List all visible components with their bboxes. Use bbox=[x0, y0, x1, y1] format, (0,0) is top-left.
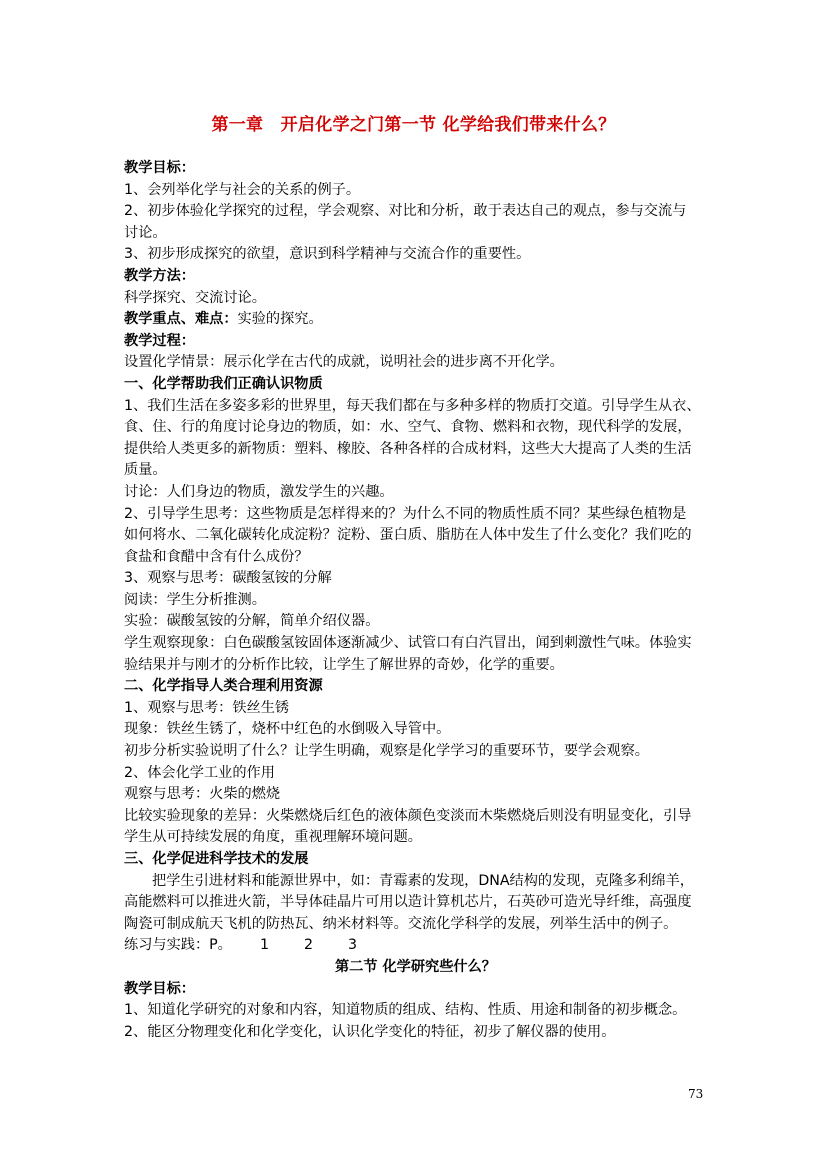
paragraph-line: 2、引导学生思考：这些物质是怎样得来的？为什么不同的物质性质不同？某些绿色植物是 bbox=[124, 505, 687, 522]
paragraph-line: 科学探究、交流讨论。 bbox=[124, 289, 266, 306]
practice-number: 1 bbox=[260, 937, 270, 954]
chapter-title: 第一章 开启化学之门第一节 化学给我们带来什么？ bbox=[211, 115, 616, 135]
paragraph-line: 提供给人类更多的新物质：塑料、橡胶、各种各样的合成材料，这些大大提高了人类的生活 bbox=[124, 440, 692, 457]
paragraph-line: 初步分析实验说明了什么？让学生明确，观察是化学学习的重要环节，要学会观察。 bbox=[124, 743, 649, 760]
paragraph-line: 讨论。 bbox=[124, 224, 167, 241]
paragraph-line: 1、会列举化学与社会的关系的例子。 bbox=[124, 181, 361, 198]
paragraph-line: 验结果并与刚才的分析作比较，让学生了解世界的奇妙，化学的重要。 bbox=[124, 656, 564, 673]
paragraph-line: 学生从可持续发展的角度，重视理解环境问题。 bbox=[124, 829, 422, 846]
practice-line bbox=[124, 935, 707, 957]
key-points-text: 实验的探究。 bbox=[237, 311, 323, 328]
paragraph-line: 比较实验现象的差异：火柴燃烧后红色的液体颜色变淡而木柴燃烧后则没有明显变化，引导 bbox=[124, 807, 692, 824]
paragraph-line: 高能燃料可以推进火箭，半导体硅晶片可用以造计算机芯片，石英砂可造光导纤维，高强度 bbox=[124, 894, 692, 911]
paragraph-line: 2、能区分物理变化和化学变化，认识化学变化的特征，初步了解仪器的使用。 bbox=[124, 1023, 616, 1040]
paragraph-line: 设置化学情景：展示化学在古代的成就，说明社会的进步离不开化学。 bbox=[124, 354, 564, 371]
section-heading-1: 一、化学帮助我们正确认识物质 bbox=[124, 375, 323, 392]
paragraph-line: 如何将水、二氧化碳转化成淀粉？淀粉、蛋白质、脂肪在人体中发生了什么变化？我们吃的 bbox=[124, 527, 692, 544]
paragraph-line: 陶瓷可制成航天飞机的防热瓦、纳米材料等。交流化学科学的发展，列举生活中的例子。 bbox=[124, 915, 678, 932]
paragraph-line: 3、观察与思考：碳酸氢铵的分解 bbox=[124, 570, 332, 587]
paragraph-line: 2、体会化学工业的作用 bbox=[124, 764, 275, 781]
paragraph-line: 现象：铁丝生锈了，烧杯中红色的水倒吸入导管中。 bbox=[124, 721, 451, 738]
paragraph-line: 食、住、行的角度讨论身边的物质，如：水、空气、食物、燃料和衣物，现代科学的发展， bbox=[124, 419, 692, 436]
section-title-2: 第二节 化学研究些什么？ bbox=[334, 958, 496, 975]
paragraph-line: 3、初步形成探究的欲望，意识到科学精神与交流合作的重要性。 bbox=[124, 246, 531, 263]
paragraph-line: 1、知道化学研究的对象和内容，知道物质的组成、结构、性质、用途和制备的初步概念。 bbox=[124, 1002, 687, 1019]
paragraph-line: 学生观察现象：白色碳酸氢铵固体逐渐减少、试管口有白汽冒出，闻到刺激性气味。体验实 bbox=[124, 635, 692, 652]
heading-key-points: 教学重点、难点： bbox=[124, 311, 238, 328]
paragraph-line: 把学生引进材料和能源世界中，如：青霉素的发现，DNA结构的发现，克隆多利绵羊， bbox=[152, 872, 694, 889]
paragraph-line: 1、观察与思考：铁丝生锈 bbox=[124, 699, 290, 716]
paragraph-line: 质量。 bbox=[124, 462, 167, 479]
lesson-body bbox=[124, 158, 707, 1043]
practice-number: 3 bbox=[348, 937, 358, 954]
paragraph-line: 实验：碳酸氢铵的分解，简单介绍仪器。 bbox=[124, 613, 380, 630]
heading-objectives: 教学目标： bbox=[124, 980, 195, 997]
practice-number: 2 bbox=[304, 937, 314, 954]
heading-process: 教学过程： bbox=[124, 332, 195, 349]
section-heading-2: 二、化学指导人类合理利用资源 bbox=[124, 678, 323, 695]
section-heading-3: 三、化学促进科学技术的发展 bbox=[124, 851, 309, 867]
heading-objectives: 教学目标： bbox=[124, 160, 195, 176]
paragraph-line: 讨论：人们身边的物质，激发学生的兴趣。 bbox=[124, 483, 394, 500]
paragraph-line: 阅读：学生分析推测。 bbox=[124, 591, 266, 608]
paragraph-line: 观察与思考：火柴的燃烧 bbox=[124, 786, 281, 803]
paragraph-line: 1、我们生活在多姿多彩的世界里，每天我们都在与多种多样的物质打交道。引导学生从衣、 bbox=[124, 397, 701, 414]
key-points-line bbox=[124, 309, 707, 331]
paragraph-line: 2、初步体验化学探究的过程，学会观察、对比和分析，敢于表达自己的观点，参与交流与 bbox=[124, 203, 687, 220]
page-number: 73 bbox=[688, 1087, 704, 1101]
practice-label: 练习与实践：P。 bbox=[124, 937, 232, 954]
paragraph-line: 食盐和食醋中含有什么成份？ bbox=[124, 548, 309, 565]
heading-methods: 教学方法： bbox=[124, 267, 195, 284]
